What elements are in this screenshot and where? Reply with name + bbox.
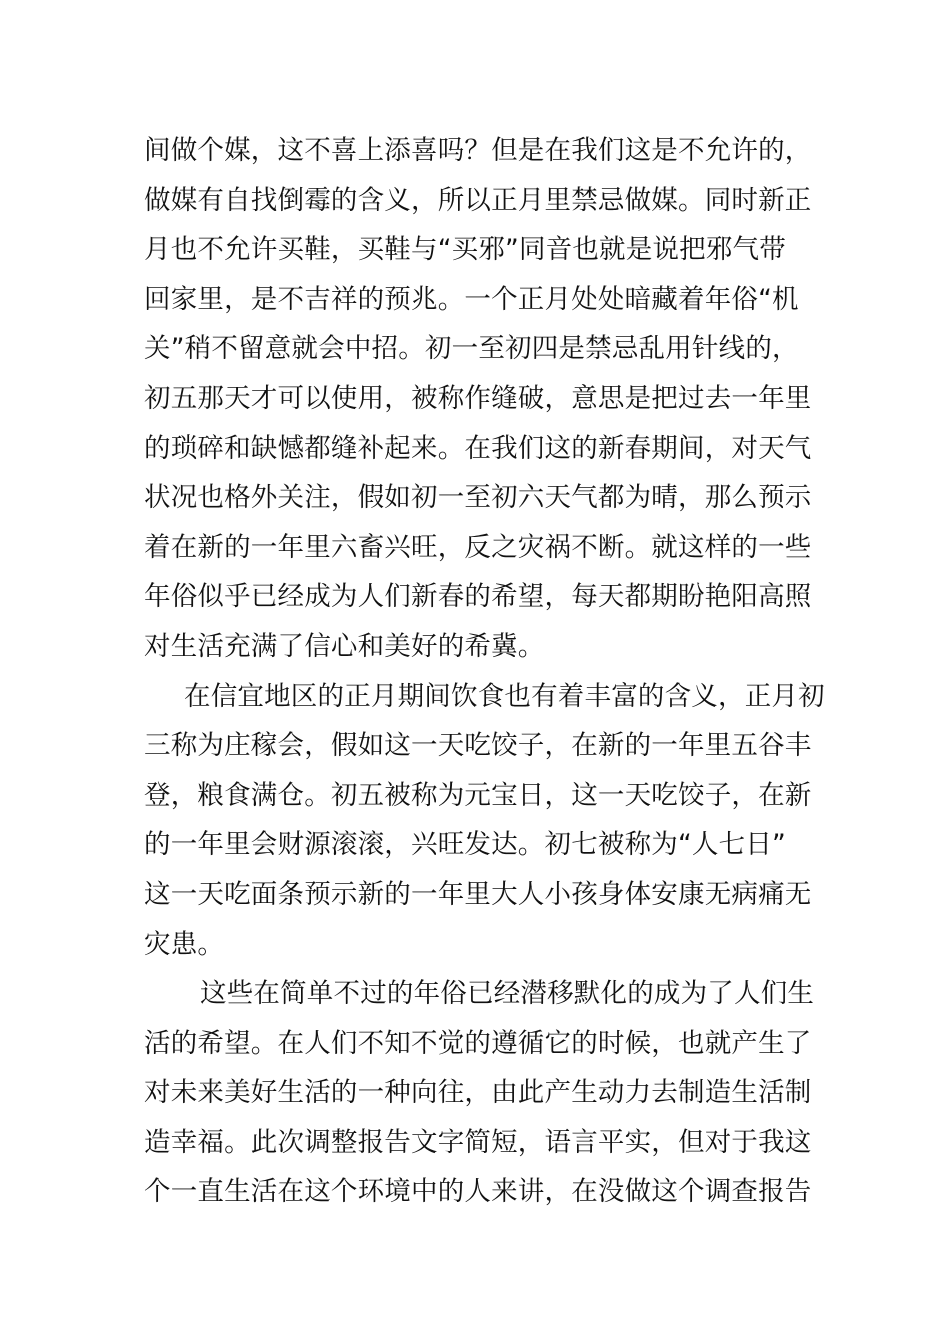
text-line-17: 灾患。 [144,928,225,960]
text-line-3: 月也不允许买鞋，买鞋与“买邪”同音也就是说把邪气带 [144,234,786,266]
text-line-2: 做媒有自找倒霉的含义，所以正月里禁忌做媒。同时新正 [144,184,812,216]
text-line-20: 对未来美好生活的一种向往，由此产生动力去制造生活制 [144,1077,812,1109]
text-line-9: 着在新的一年里六畜兴旺，反之灾祸不断。就这样的一些 [144,531,812,563]
text-line-12: 在信宜地区的正月期间饮食也有着丰富的含义，正月初 [184,680,825,712]
text-line-19: 活的希望。在人们不知不觉的遵循它的时候，也就产生了 [144,1027,812,1059]
text-line-8: 状况也格外关注，假如初一至初六天气都为晴，那么预示 [144,482,812,514]
body-text [144,126,824,1217]
text-line-1: 间做个媒，这不喜上添喜吗？但是在我们这是不允许的， [144,135,812,166]
text-line-4: 回家里，是不吉祥的预兆。一个正月处处暗藏着年俗“机 [144,283,799,315]
text-line-6: 初五那天才可以使用，被称作缝破，意思是把过去一年里 [144,382,812,414]
text-line-16: 这一天吃面条预示新的一年里大人小孩身体安康无病痛无 [144,878,812,910]
text-line-21: 造幸福。此次调整报告文字简短，语言平实，但对于我这 [144,1126,812,1158]
text-line-14: 登，粮食满仓。初五被称为元宝日，这一天吃饺子，在新 [144,779,812,811]
text-line-7: 的琐碎和缺憾都缝补起来。在我们这的新春期间，对天气 [144,432,812,464]
text-line-11: 对生活充满了信心和美好的希冀。 [144,630,545,662]
text-line-5: 关”稍不留意就会中招。初一至初四是禁忌乱用针线的， [144,333,799,365]
text-line-18: 这些在简单不过的年俗已经潜移默化的成为了人们生 [200,978,815,1010]
text-line-10: 年俗似乎已经成为人们新春的希望，每天都期盼艳阳高照 [144,581,812,613]
text-line-15: 的一年里会财源滚滚，兴旺发达。初七被称为“人七日” [144,829,786,861]
text-line-22: 个一直生活在这个环境中的人来讲，在没做这个调查报告 [144,1176,812,1208]
text-line-13: 三称为庄稼会，假如这一天吃饺子，在新的一年里五谷丰 [144,730,812,762]
